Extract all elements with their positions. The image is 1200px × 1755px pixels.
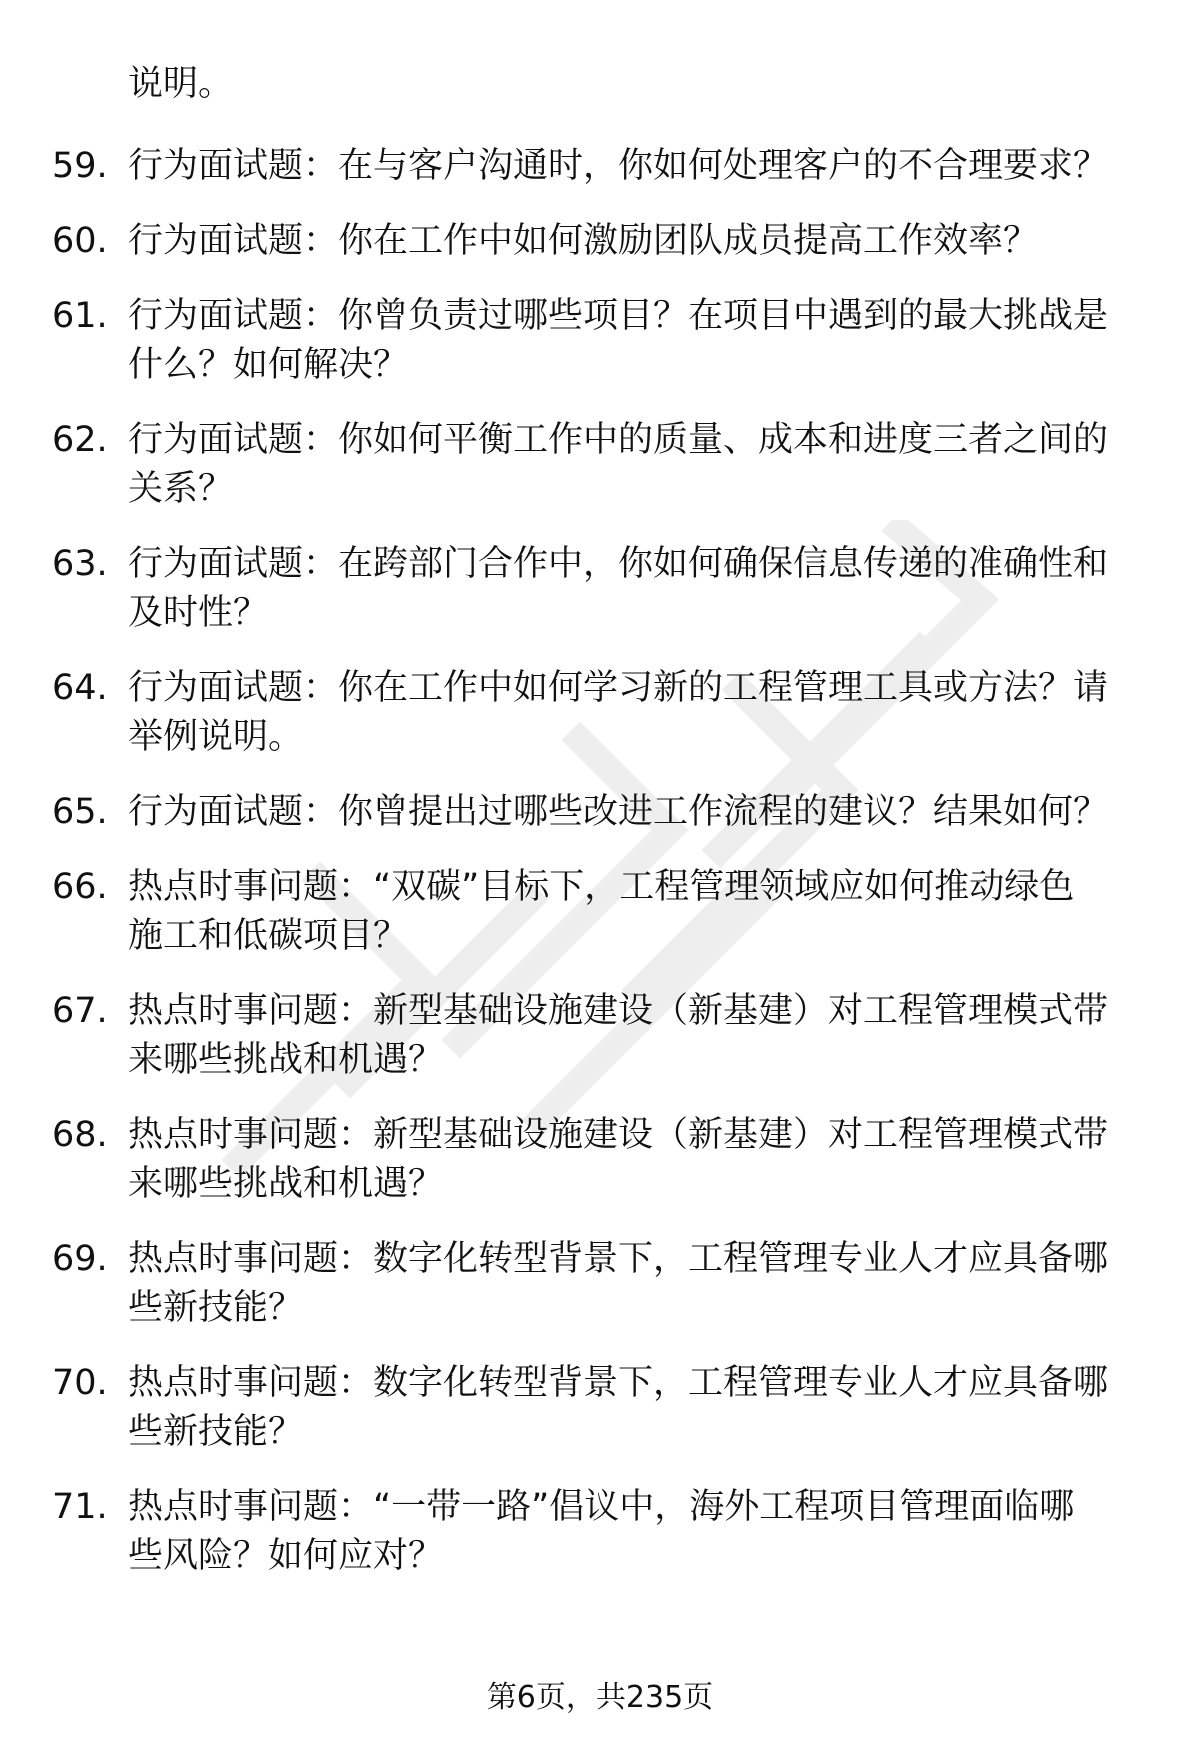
- question-line: 热点时事问题：数字化转型背景下，工程管理专业人才应具备哪: [128, 1363, 1109, 1403]
- question-number: 61.: [52, 296, 108, 336]
- list-item: [0, 1483, 1200, 1581]
- question-line: 关系？: [128, 469, 234, 509]
- question-line: 来哪些挑战和机遇？: [128, 1164, 444, 1204]
- question-line: 行为面试题：你曾提出过哪些改进工作流程的建议？结果如何？: [128, 792, 1109, 832]
- continuation-text: 说明。: [128, 64, 234, 104]
- question-text: [128, 1111, 1140, 1209]
- question-number: 62.: [52, 420, 108, 460]
- list-item: [0, 416, 1200, 514]
- question-line: 行为面试题：你如何平衡工作中的质量、成本和进度三者之间的: [128, 420, 1109, 460]
- question-text: [128, 987, 1140, 1085]
- list-item: [0, 863, 1200, 961]
- list-item: [0, 987, 1200, 1085]
- list-item: [0, 142, 1200, 191]
- list-item: [0, 540, 1200, 638]
- list-item: [0, 1235, 1200, 1333]
- question-line: 行为面试题：在与客户沟通时，你如何处理客户的不合理要求？: [128, 146, 1109, 186]
- question-line: 行为面试题：你在工作中如何激励团队成员提高工作效率？: [128, 221, 1039, 261]
- question-list: [0, 142, 1200, 1607]
- question-line: 热点时事问题：新型基础设施建设（新基建）对工程管理模式带: [128, 1115, 1109, 1155]
- question-number: 68.: [52, 1115, 108, 1155]
- question-line: 行为面试题：在跨部门合作中，你如何确保信息传递的准确性和: [128, 544, 1109, 584]
- question-line: 热点时事问题：“一带一路”倡议中，海外工程项目管理面临哪: [128, 1487, 1075, 1527]
- question-line: 行为面试题：你曾负责过哪些项目？在项目中遇到的最大挑战是: [128, 296, 1109, 336]
- list-item: [0, 1111, 1200, 1209]
- question-text: [128, 863, 1140, 961]
- question-text: [128, 540, 1140, 638]
- question-line: 什么？如何解决？: [128, 345, 409, 385]
- question-number: 64.: [52, 668, 108, 708]
- question-text: [128, 217, 1140, 266]
- question-line: 热点时事问题：新型基础设施建设（新基建）对工程管理模式带: [128, 991, 1109, 1031]
- question-text: [128, 1483, 1140, 1581]
- question-text: [128, 142, 1140, 191]
- question-number: 70.: [52, 1363, 108, 1403]
- question-text: [128, 416, 1140, 514]
- list-item: [0, 788, 1200, 837]
- list-item: [0, 1359, 1200, 1457]
- question-line: 些新技能？: [128, 1412, 304, 1452]
- question-text: [128, 292, 1140, 390]
- page-footer: 第6页，共235页: [486, 1680, 714, 1715]
- question-line: 举例说明。: [128, 717, 304, 757]
- question-line: 施工和低碳项目？: [128, 916, 409, 956]
- question-number: 67.: [52, 991, 108, 1031]
- list-item: [0, 217, 1200, 266]
- question-number: 60.: [52, 221, 108, 261]
- question-text: [128, 664, 1140, 762]
- question-number: 59.: [52, 146, 108, 186]
- question-number: 65.: [52, 792, 108, 832]
- list-item: [0, 292, 1200, 390]
- question-text: [128, 1359, 1140, 1457]
- question-line: 行为面试题：你在工作中如何学习新的工程管理工具或方法？请: [128, 668, 1109, 708]
- question-line: 热点时事问题：数字化转型背景下，工程管理专业人才应具备哪: [128, 1239, 1109, 1279]
- list-item: [0, 664, 1200, 762]
- question-number: 63.: [52, 544, 108, 584]
- question-text: [128, 1235, 1140, 1333]
- question-line: 些新技能？: [128, 1288, 304, 1328]
- question-number: 71.: [52, 1487, 108, 1527]
- question-number: 69.: [52, 1239, 108, 1279]
- question-line: 热点时事问题：“双碳”目标下，工程管理领域应如何推动绿色: [128, 867, 1075, 907]
- question-number: 66.: [52, 867, 108, 907]
- question-line: 及时性？: [128, 593, 269, 633]
- question-line: 些风险？如何应对？: [128, 1536, 444, 1576]
- question-text: [128, 788, 1140, 837]
- question-line: 来哪些挑战和机遇？: [128, 1040, 444, 1080]
